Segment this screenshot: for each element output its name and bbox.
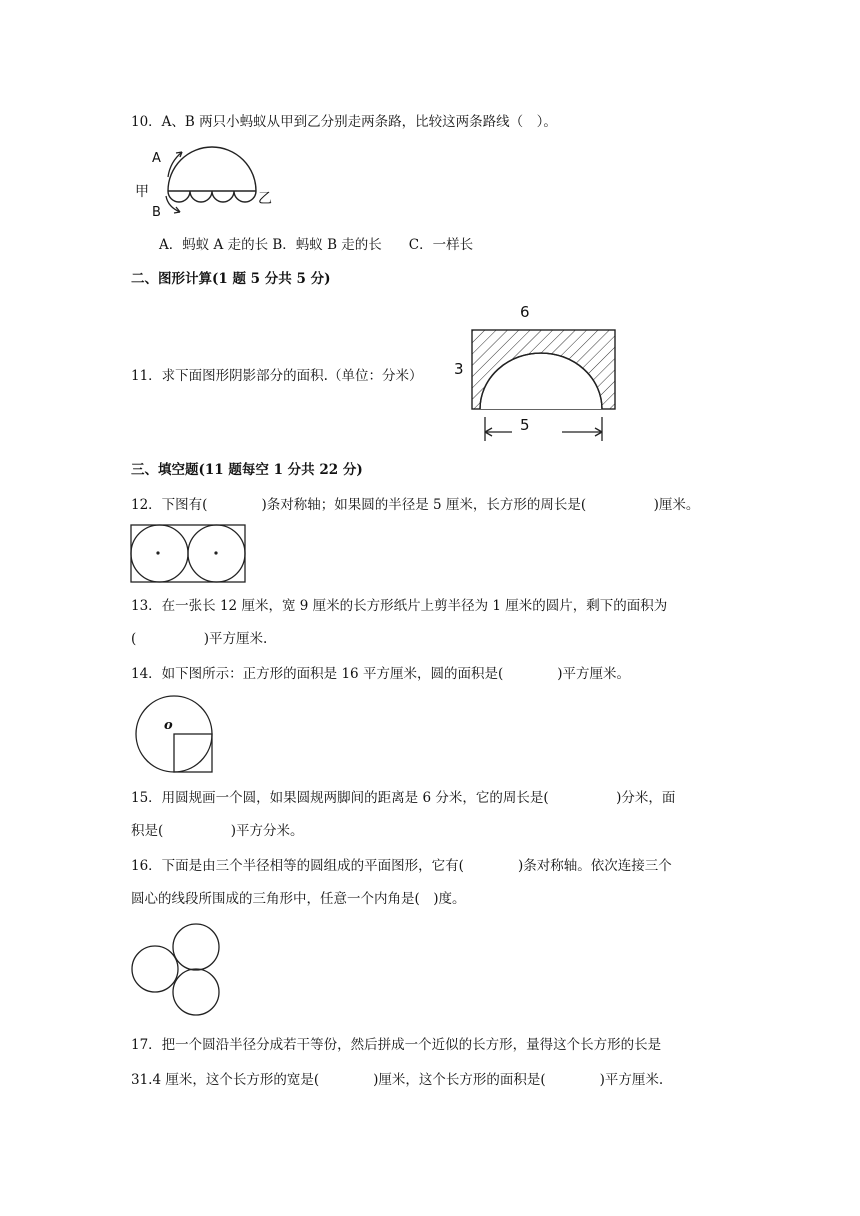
q16-line1: 16．下面是由三个半径相等的圆组成的平面图形，它有( )条对称轴。依次连接三个 bbox=[131, 858, 672, 874]
q17-line2: 31.4 厘米，这个长方形的宽是( )厘米，这个长方形的面积是( )平方厘米. bbox=[131, 1072, 664, 1088]
q16-line2: 圆心的线段所围成的三角形中，任意一个内角是( )度。 bbox=[131, 891, 466, 907]
q10-stem: 10．A、B 两只小蚂蚁从甲到乙分别走两条路，比较这两条路线（ ）。 bbox=[131, 114, 557, 130]
q15-line1: 15．用圆规画一个圆，如果圆规两脚间的距离是 6 分米，它的周长是( )分米，面 bbox=[131, 790, 676, 806]
q13-line2: ( )平方厘米. bbox=[131, 631, 268, 647]
section-3-heading: 三、填空题(11 题每空 1 分共 22 分) bbox=[131, 462, 363, 478]
q10-label-b: B bbox=[152, 205, 161, 220]
q15-line2: 积是( )平方分米。 bbox=[131, 823, 304, 839]
q14-center-label: o bbox=[164, 718, 173, 733]
q11-label-top: 6 bbox=[520, 303, 530, 321]
section-2-heading: 二、图形计算(1 题 5 分共 5 分) bbox=[131, 271, 331, 287]
q10-options: A．蚂蚁 A 走的长 B．蚂蚁 B 走的长 C．一样长 bbox=[159, 237, 474, 253]
q12-stem: 12．下图有( )条对称轴；如果圆的半径是 5 厘米，长方形的周长是( )厘米。 bbox=[131, 497, 700, 513]
q10-label-a: A bbox=[152, 151, 161, 166]
q17-line1: 17．把一个圆沿半径分成若干等份，然后拼成一个近似的长方形，量得这个长方形的长是 bbox=[131, 1037, 662, 1053]
q10-label-start: 甲 bbox=[135, 184, 149, 200]
q11-stem: 11．求下面图形阴影部分的面积.（单位：分米） bbox=[131, 368, 423, 384]
q14-stem: 14．如下图所示：正方形的面积是 16 平方厘米，圆的面积是( )平方厘米。 bbox=[131, 666, 630, 682]
q10-label-end: 乙 bbox=[258, 191, 272, 207]
q11-label-bottom: 5 bbox=[520, 416, 530, 434]
q13-line1: 13．在一张长 12 厘米，宽 9 厘米的长方形纸片上剪半径为 1 厘米的圆片，剩下的面积为 bbox=[131, 598, 668, 614]
q11-label-left: 3 bbox=[454, 360, 464, 378]
